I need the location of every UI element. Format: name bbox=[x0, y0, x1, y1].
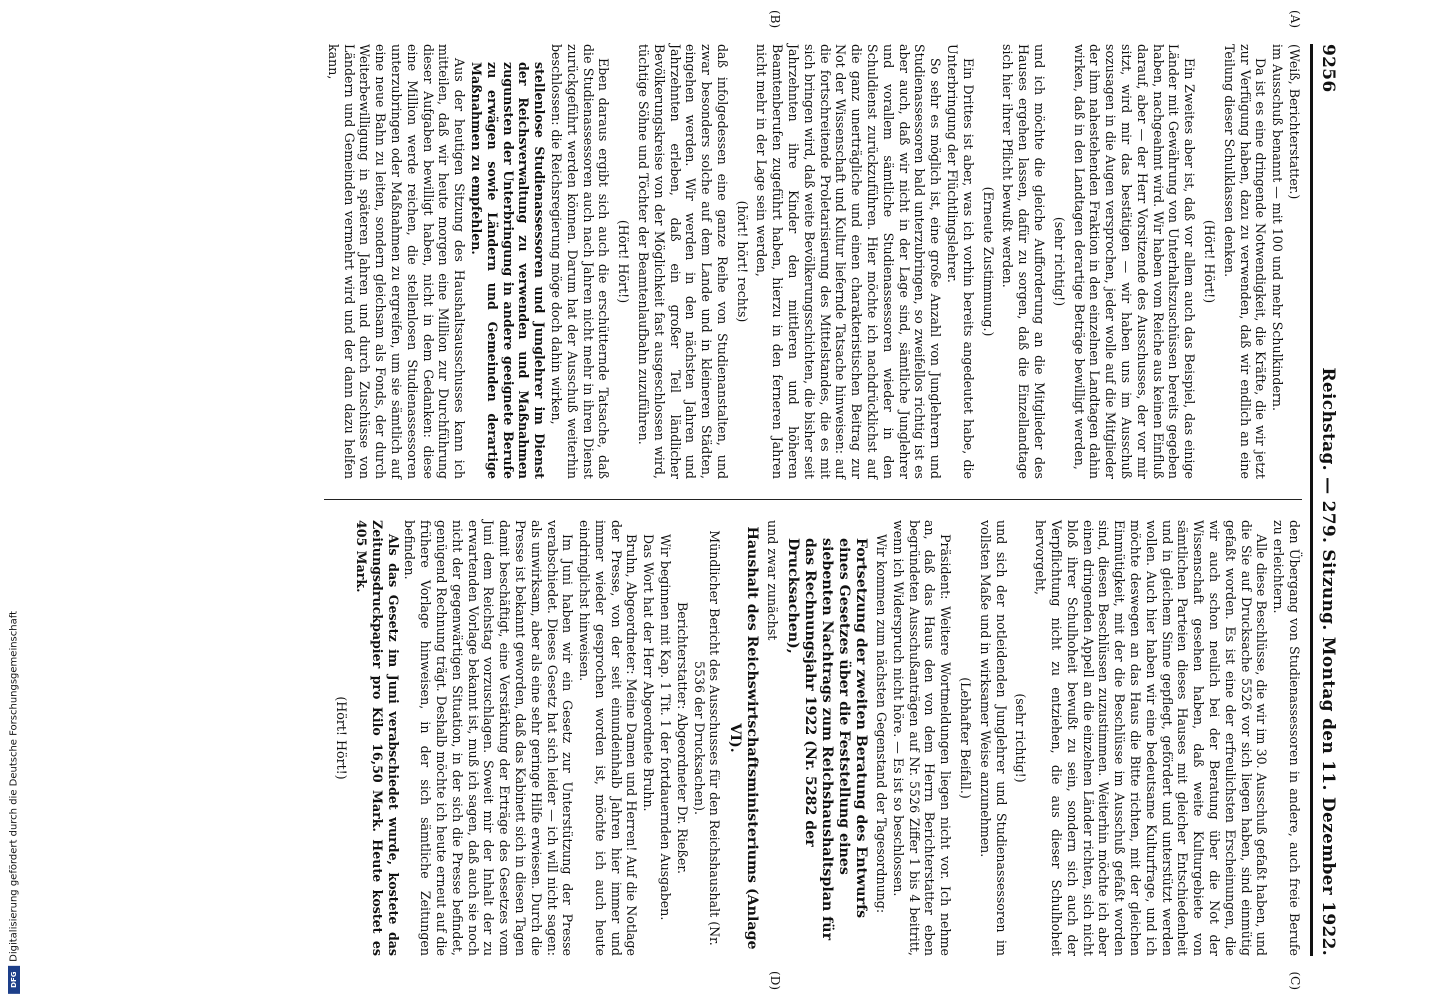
paragraph: Im Juni haben wir ein Gesetz zur Unterstützung der Presse verabschiedet. Dieses Gesetz hat sich leider — ich will nicht sagen: als unwirksam, aber als eine sehr geringe Hilfe erwiesen. Durch die Presse ist bekannt geworden, daß das Kabinett sich in diesen Tagen damit beschäftigt, eine Verstärkung der Erträge des Gesetzes vom Juni dem Reichstag vorzuschlagen. Soweit mir der Inhalt der zu erwartenden Vorlage bekannt ist, muß ich sagen, daß auch sie noch nicht der gegenwärtigen Situation, in der sich die Presse befindet, genügend Rechnung trägt. Deshalb möchte ich heute erneut auf die frühere Vorlage hinweisen, in der sich sämtliche Zeitungen befinden. bbox=[402, 520, 576, 956]
right-column bbox=[324, 500, 1302, 990]
paragraph: und zwar zunächst bbox=[765, 520, 781, 641]
interjection: (sehr richtig!) bbox=[1013, 693, 1029, 783]
paragraph: Eben daraus ergibt sich auch die erschütternde Tatsache, daß die Studienassessoren auch nach Jahren nicht mehr in ihren Dienst zurückgeführt werden können. Darum hat der Ausschuß weiterhin beschlossen: die Reichsregierung möge doch dahin wirken, bbox=[548, 44, 612, 479]
ministry-heading: Haushalt des Reichswirtschaftsministeriums (Anlage VI). bbox=[727, 526, 761, 950]
margin-marker-c: (C) bbox=[1288, 971, 1302, 990]
page-number: 9256 bbox=[1318, 44, 1338, 93]
paragraph: So sehr es möglich ist, eine große Anzahl von Junglehrern und Studienassessoren bald unterzubringen, so zweifellos richtig ist es aber auch, daß wir nicht in der Lage sind, sämtliche Junglehrer und vorallem sämtliche Studienassessoren wieder in den Schuldienst zurückzuführen. Hier möchte ich nachdrücklichst auf die ganz unerträgliche und einen charakteristischen Beitrag zur Not der Wissenschaft und Kultur liefernde Tatsache hinweisen: auf die fortschreitende Proletarisierung des Mittelstandes, die es mit sich bringen wird, daß weite Bevölkerungsschichten, die bisher seit Jahrzehnten ihre Kinder den mittleren und höheren Beamtenberufen zugeführt haben, hierzu in den ferneren Jahren nicht mehr in der Lage sein werden, bbox=[754, 44, 944, 479]
header-rule bbox=[1310, 44, 1313, 956]
dfg-logo: DFG bbox=[8, 966, 20, 994]
interjection: (Lebhafter Beifall.) bbox=[958, 677, 974, 799]
report-note: Mündlicher Bericht des Ausschusses für den Reichshaushalt (Nr. 5536 der Drucksachen). bbox=[691, 530, 723, 946]
paragraph: und ich möchte die gleiche Aufforderung an die Mitglieder des Hauses ergehen lassen, dafür zu sorgen, daß die Einzellandtage sich hier ihrer Pflicht bewußt werden. bbox=[1000, 44, 1048, 479]
page-header bbox=[1315, 44, 1338, 956]
paragraph: im Ausschuß benannt — mit 100 und mehr Schulkindern. bbox=[1270, 44, 1286, 412]
paragraph: Wir kommen zum nächsten Gegenstand der Tagesordnung: bbox=[874, 534, 890, 914]
paragraph: Aus der heutigen Sitzung des Haushaltsausschusses kann ich mitteilen, daß wir heute morgen eine Million zur Durchführung dieser Aufgaben bewilligt haben, nicht in dem Gedanken: diese eine Million werde reichen, die stellenlosen Studienassessoren unterzubringen oder Maßnahmen zu ergreifen, um sie sämtlich auf eine neue Bahn zu leiten, sondern gleichsam als Fonds, der durch Weiterbewilligung in späteren Jahren und durch Zuschüsse von Ländern und Gemeinden vermehrt wird und der dann dazu helfen kann, bbox=[325, 44, 468, 479]
interjection: (Hört! Hört!) bbox=[1202, 219, 1218, 304]
funding-text: Digitalisierung gefördert durch die Deutsche Forschungsgemeinschaft bbox=[8, 611, 20, 962]
interjection: (Hört! Hört!) bbox=[616, 219, 632, 304]
running-title: Reichstag. — 279. Sitzung. Montag den 11. Dezember 1922. bbox=[1318, 367, 1338, 956]
interjection: (sehr richtig!) bbox=[1051, 216, 1067, 307]
paragraph: Das Wort hat der Herr Abgeordnete Bruhn. bbox=[641, 534, 657, 812]
margin-marker-b: (B) bbox=[768, 10, 782, 29]
paragraph: Ein Drittes ist aber, was ich vorhin bereits angedeutet habe, die Unterbringung der Flüchtlingslehrer. bbox=[945, 44, 976, 479]
margin-marker-d: (D) bbox=[768, 971, 782, 990]
agenda-item: Fortsetzung der zweiten Beratung des Entwurfs eines Gesetzes über die Feststellung eines siebenten Nachtrags zum Reichshaushaltsplan für das Rechnungsjahr 1922 (Nr. 5282 der Drucksachen), bbox=[785, 538, 870, 941]
resolution-quote: stellenlose Studienassessoren und Junglehrer im Dienst der Reichsverwaltung zu verwenden und Maßnahmen zugunsten der Unterbringung in andere geeignete Berufe zu erwägen sowie Ländern und Gemeinden derartige Maßnahmen zu empfehlen. bbox=[468, 62, 548, 479]
interjection: (Hört! Hört!) bbox=[334, 696, 350, 780]
margin-marker-a: (A) bbox=[1288, 10, 1302, 29]
paragraph: den Übergang von Studienassessoren in andere, auch freie Berufe zu erleichtern. bbox=[1271, 520, 1302, 956]
paragraph: Ein Zweites aber ist, daß vor allem auch das Beispiel, das einige Länder mit Gewährung von Unterhaltszuschüssen bereits gegeben haben, nachgeahmt wird. Wir haben vom Reiche aus keinen Einfluß darauf, aber — der Herr Vorsitzende des Ausschusses, der vor mir sitzt, wird mir das bestätigen — wir haben uns im Ausschuß sozusagen in die Augen versprochen, jeder wolle auf die Mitglieder der ihm nahestehenden Fraktion in den einzelnen Landtagen dahin wirken, daß in den Landtagen derartige Beträge bewilligt werden, bbox=[1071, 44, 1198, 479]
left-column bbox=[324, 10, 1302, 500]
speech-bruhn: Bruhn, Abgeordneter: Meine Damen und Herren! Auf die Notlage der Presse, von der seit einundeinhalb Jahren hier immer und immer wieder gesprochen worden ist, möchte ich auch heute eindringlichst hinweisen. bbox=[577, 520, 640, 956]
interjection: (Erneute Zustimmung.) bbox=[980, 186, 996, 337]
paragraph: und sich der notleidenden Junglehrer und Studienassessoren im vollsten Maße und in wirksamer Weise anzunehmen. bbox=[977, 520, 1009, 956]
text-columns bbox=[324, 10, 1302, 990]
paragraph: Alle diese Beschlüsse, die wir im 30. Ausschuß gefaßt haben, und die Sie auf Drucksache 5526 vor sich liegen haben, sind einmütig gefaßt worden. Es ist eine der erfreulichsten Erscheinungen, die wir auch schon neulich bei der Beratung über die Not der Wissenschaft gesehen haben, daß weite Kulturgebiete von sämtlichen Parteien dieses Hauses mit gleicher Entschiedenheit und in gleichem Sinne gepflegt, gefördert und unterstützt werden wollen. Auch hier haben wir eine bedeutsame Kulturfrage, und ich möchte deswegen an das Haus die Bitte richten, mit der gleichen Einmütigkeit, mit der die Beschlüsse im Ausschuß gefaßt worden sind, diesen Beschlüssen zuzustimmen. Weiterhin möchte ich aber einen dringenden Appell an die einzelnen Länder richten, sich nicht bloß ihrer Schulhoheit bewußt zu sein, sondern sich auch der Verpflichtung nicht zu entziehen, die aus dieser Schulhoheit hervorgeht, bbox=[1033, 520, 1270, 956]
paragraph: daß infolgedessen eine ganze Reihe von Studienanstalten, und zwar besonders solche auf dem Lande und in kleineren Städten, eingehen werden. Wir werden in den nächsten Jahren und Jahrzehnten erleben, daß ein großer Teil ländlicher Bevölkerungskreise von der Möglichkeit fast ausgeschlossen wird, tüchtige Söhne und Töchter der Beamtenlaufbahn zuzuführen. bbox=[635, 44, 730, 479]
president-statement: Präsident: Weitere Wortmeldungen liegen nicht vor. Ich nehme an, daß das Haus den von dem Herrn Berichterstatter eben begründeten Ausschußanträgen auf Nr. 5526 Ziffer 1 bis 4 beitritt, wenn ich Widerspruch nicht höre. — Es ist so beschlossen. bbox=[890, 520, 954, 956]
paragraph: Da ist es eine dringende Notwendigkeit, die Kräfte, die wir jetzt zur Verfügung haben, dazu zu verwenden, daß wir endlich an eine Teilung dieser Schulklassen denken. bbox=[1221, 44, 1269, 479]
rapporteur-note: Berichterstatter: Abgeordneter Dr. Rießer. bbox=[674, 602, 690, 874]
interjection: (hört! hört! rechts) bbox=[734, 200, 750, 323]
funding-note bbox=[8, 611, 20, 994]
paragraph: Wir beginnen mit Kap. 1 Tit. 1 der fortdauernden Ausgaben. bbox=[658, 534, 674, 921]
speaker-tag: (Weiß, Berichterstatter.) bbox=[1287, 44, 1302, 200]
paragraph: Als das Gesetz im Juni verabschiedet wurde, kostete das Zeitungsdruckpapier pro Kilo 16,50 Mark. Heute kostet es 405 Mark. bbox=[353, 520, 401, 956]
